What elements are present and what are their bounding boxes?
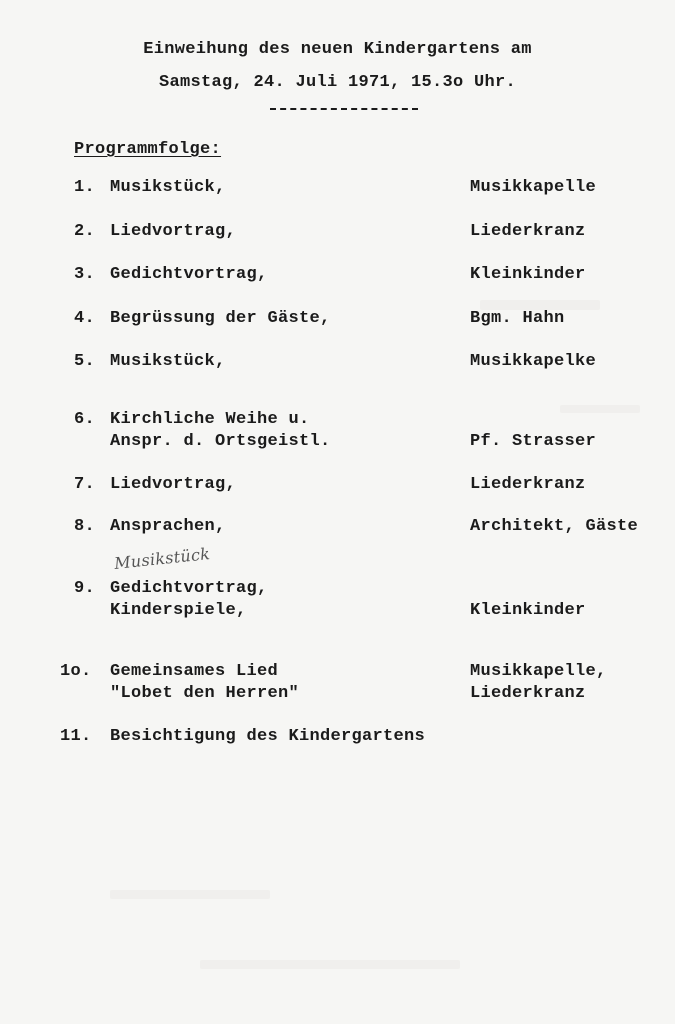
- item-number: 9.: [74, 579, 96, 598]
- item-number: 7.: [74, 475, 96, 494]
- item-description: Musikstück,: [110, 178, 226, 197]
- item-performer: Musikkapelke: [470, 352, 597, 371]
- item-performer: Pf. Strasser: [470, 432, 597, 451]
- show-through-mark: [110, 890, 270, 899]
- item-performer: Architekt, Gäste: [470, 517, 639, 536]
- item-number: 3.: [74, 265, 96, 284]
- show-through-mark: [200, 960, 460, 969]
- item-number: 8.: [74, 517, 96, 536]
- program-heading: Programmfolge:: [74, 140, 222, 159]
- item-number: 1o.: [60, 662, 92, 681]
- item-description: Gedichtvortrag,: [110, 579, 268, 598]
- item-description-continued: Kinderspiele,: [110, 601, 247, 620]
- item-description: Musikstück,: [110, 352, 226, 371]
- item-performer: Liederkranz: [470, 475, 586, 494]
- item-number: 5.: [74, 352, 96, 371]
- item-description: Besichtigung des Kindergartens: [110, 727, 426, 746]
- item-number: 6.: [74, 410, 96, 429]
- item-description: Ansprachen,: [110, 517, 226, 536]
- handwritten-annotation: Musikstück: [113, 544, 212, 573]
- item-description: Kirchliche Weihe u.: [110, 410, 310, 429]
- item-performer: Musikkapelle: [470, 178, 597, 197]
- item-description: Liedvortrag,: [110, 222, 237, 241]
- item-number: 11.: [60, 727, 92, 746]
- item-description: Gemeinsames Lied: [110, 662, 279, 681]
- item-description-continued: Anspr. d. Ortsgeistl.: [110, 432, 331, 451]
- item-performer: Kleinkinder: [470, 265, 586, 284]
- item-performer: Bgm. Hahn: [470, 309, 565, 328]
- item-description: Gedichtvortrag,: [110, 265, 268, 284]
- show-through-mark: [560, 405, 640, 413]
- item-performer-continued: Liederkranz: [470, 684, 586, 703]
- title-line-1: Einweihung des neuen Kindergartens am: [143, 40, 532, 59]
- item-performer: Kleinkinder: [470, 601, 586, 620]
- item-description: Begrüssung der Gäste,: [110, 309, 331, 328]
- item-number: 4.: [74, 309, 96, 328]
- item-number: 1.: [74, 178, 96, 197]
- item-performer: Liederkranz: [470, 222, 586, 241]
- item-performer: Musikkapelle,: [470, 662, 607, 681]
- item-number: 2.: [74, 222, 96, 241]
- title-underline-rule: [270, 108, 418, 110]
- item-description: Liedvortrag,: [110, 475, 237, 494]
- title-line-2: Samstag, 24. Juli 1971, 15.3o Uhr.: [158, 73, 517, 92]
- item-description-continued: "Lobet den Herren": [110, 684, 300, 703]
